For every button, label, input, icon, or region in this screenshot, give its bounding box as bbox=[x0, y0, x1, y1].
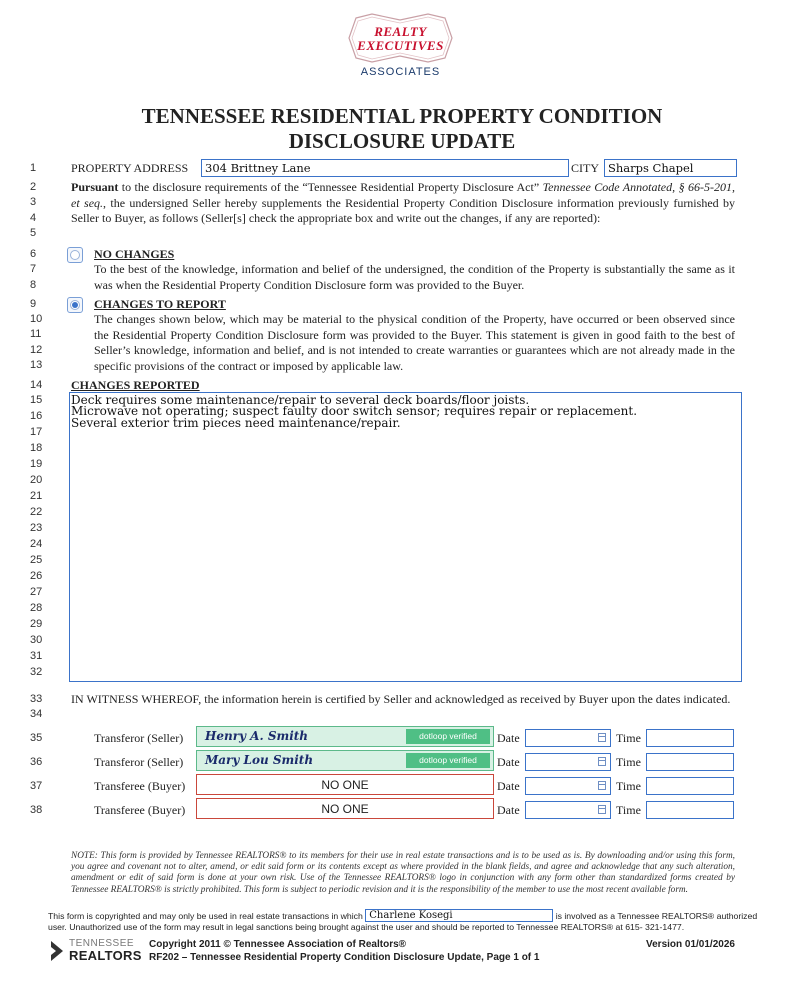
form-title-line-2: DISCLOSURE UPDATE bbox=[288, 129, 516, 153]
date-field[interactable] bbox=[525, 801, 611, 819]
line-number: 9 bbox=[30, 298, 37, 310]
footer-version: Version 01/01/2026 bbox=[646, 939, 735, 950]
date-field[interactable] bbox=[525, 729, 611, 747]
pursuant-text-2: , the undersigned Seller hereby supplements the Residential Property Condition Disclosure information previously furnished by Seller to Buyer, as follows (Seller[s] check the appropriate box and write out the changes, if any are reported): bbox=[71, 195, 736, 225]
signature-name: Henry A. Smith bbox=[205, 729, 309, 743]
calendar-icon bbox=[598, 781, 606, 790]
line-number: 30 bbox=[30, 634, 43, 646]
no-changes-text: To the best of the knowledge, information and belief of the undersigned, the condition of the Property is substantially the same as it was when the Residential Property Condition Disclosure form was provided to the Buyer. bbox=[94, 262, 735, 292]
line-number: 3 bbox=[30, 196, 37, 208]
time-field[interactable] bbox=[646, 729, 734, 747]
calendar-icon bbox=[598, 733, 606, 742]
time-field[interactable] bbox=[646, 777, 734, 795]
signature-label: Transferee (Buyer) bbox=[94, 803, 186, 817]
line-number: 24 bbox=[30, 538, 43, 550]
changes-reported-heading: CHANGES REPORTED bbox=[71, 378, 200, 392]
line-number: 33 bbox=[30, 693, 43, 705]
line-number: 29 bbox=[30, 618, 43, 630]
changes-to-report-heading: CHANGES TO REPORT bbox=[94, 297, 226, 311]
no-changes-heading: NO CHANGES bbox=[94, 247, 175, 261]
line-number: 16 bbox=[30, 410, 43, 422]
date-label: Date bbox=[497, 803, 520, 817]
signature-label: Transferor (Seller) bbox=[94, 755, 184, 769]
logo-bottom-text: REALTORS bbox=[69, 948, 142, 963]
line-number: 28 bbox=[30, 602, 43, 614]
line-number: 32 bbox=[30, 666, 43, 678]
line-number: 12 bbox=[30, 344, 43, 356]
radio-selected-icon bbox=[72, 302, 78, 308]
property-address-field[interactable]: 304 Brittney Lane bbox=[201, 159, 569, 177]
copyright-pre: This form is copyrighted and may only be used in real estate transactions in which bbox=[48, 910, 363, 921]
line-number: 8 bbox=[30, 279, 37, 291]
authorized-user-field[interactable]: Charlene Kosegi bbox=[365, 909, 553, 922]
line-number: 18 bbox=[30, 442, 43, 454]
logo-subtitle: ASSOCIATES bbox=[360, 66, 441, 78]
line-number: 19 bbox=[30, 458, 43, 470]
logo-top-text: TENNESSEE bbox=[69, 938, 135, 949]
line-number: 20 bbox=[30, 474, 43, 486]
signature-name: NO ONE bbox=[321, 778, 369, 792]
changes-to-report-radio[interactable] bbox=[67, 297, 83, 313]
date-field[interactable] bbox=[525, 753, 611, 771]
buyer-signature-2[interactable] bbox=[196, 798, 494, 819]
calendar-icon bbox=[598, 805, 606, 814]
date-label: Date bbox=[497, 779, 520, 793]
line-number: 23 bbox=[30, 522, 43, 534]
copyright-post: is involved as a Tennessee REALTORS® authorized bbox=[555, 910, 758, 921]
line-number: 5 bbox=[30, 227, 37, 239]
date-label: Date bbox=[497, 731, 520, 745]
footer-form-id: RF202 – Tennessee Residential Property Condition Disclosure Update, Page 1 of 1 bbox=[149, 952, 540, 963]
time-field[interactable] bbox=[646, 801, 734, 819]
date-field[interactable] bbox=[525, 777, 611, 795]
changes-reported-textarea[interactable] bbox=[69, 392, 742, 682]
line-number: 21 bbox=[30, 490, 43, 502]
tennessee-realtors-logo bbox=[50, 937, 142, 965]
dotloop-verified-badge: dotloop verified bbox=[406, 753, 490, 768]
line-number: 31 bbox=[30, 650, 43, 662]
form-title-line-1: TENNESSEE RESIDENTIAL PROPERTY CONDITION bbox=[141, 104, 663, 128]
line-number: 35 bbox=[30, 732, 43, 744]
witness-statement: IN WITNESS WHEREOF, the information herein is certified by Seller and acknowledged as received by Buyer upon the dates indicated. bbox=[71, 692, 731, 706]
city-label: CITY bbox=[571, 161, 599, 175]
signature-name: NO ONE bbox=[321, 802, 369, 816]
no-changes-radio[interactable] bbox=[67, 247, 83, 263]
line-number: 22 bbox=[30, 506, 43, 518]
property-address-label: PROPERTY ADDRESS bbox=[71, 161, 189, 175]
line-number: 37 bbox=[30, 780, 43, 792]
realtors-chevron-icon bbox=[50, 940, 66, 962]
pursuant-bold: Pursuant bbox=[71, 180, 119, 194]
line-number: 7 bbox=[30, 263, 37, 275]
changes-to-report-text: The changes shown below, which may be material to the physical condition of the Property, have occurred or been observed since the Residential Property Condition Disclosure form was provided to the Buyer. This statement is given in good faith to the best of Seller’s knowledge, information and belief, and is not intended to create warranties or guarantees which are not already made in the specific provisions of the contract or imposed by applicable law. bbox=[94, 312, 735, 373]
line-number: 36 bbox=[30, 756, 43, 768]
signature-label: Transferor (Seller) bbox=[94, 731, 184, 745]
line-number: 14 bbox=[30, 379, 43, 391]
pursuant-text-1: to the disclosure requirements of the “Tennessee Residential Property Disclosure Act” bbox=[118, 180, 543, 194]
date-label: Date bbox=[497, 755, 520, 769]
dotloop-verified-badge: dotloop verified bbox=[406, 729, 490, 744]
pursuant-paragraph bbox=[71, 180, 735, 227]
line-number: 34 bbox=[30, 708, 43, 720]
seller-signature-2[interactable] bbox=[196, 750, 494, 771]
line-number: 4 bbox=[30, 212, 37, 224]
logo-line-1: REALTY bbox=[374, 24, 427, 39]
line-number: 26 bbox=[30, 570, 43, 582]
signature-label: Transferee (Buyer) bbox=[94, 779, 186, 793]
changes-line: Microwave not operating; suspect faulty door switch sensor; requires repair or replacement. bbox=[71, 404, 638, 419]
logo-line-2: EXECUTIVES bbox=[357, 38, 444, 53]
city-field[interactable]: Sharps Chapel bbox=[604, 159, 737, 177]
line-number: 25 bbox=[30, 554, 43, 566]
line-number: 17 bbox=[30, 426, 43, 438]
line-number: 2 bbox=[30, 181, 37, 193]
changes-line: Several exterior trim pieces need maintenance/repair. bbox=[71, 415, 401, 430]
realty-executives-logo bbox=[344, 12, 457, 78]
line-number: 11 bbox=[30, 328, 42, 340]
seller-signature-1[interactable] bbox=[196, 726, 494, 747]
calendar-icon bbox=[598, 757, 606, 766]
buyer-signature-1[interactable] bbox=[196, 774, 494, 795]
line-number: 6 bbox=[30, 248, 37, 260]
signature-name: Mary Lou Smith bbox=[205, 753, 314, 767]
copyright-line-2: user. Unauthorized use of the form may result in legal sanctions being brought against the user and should be reported to Tennessee REALTORS® at 615- 321-1477. bbox=[48, 922, 685, 932]
radio-ring-icon bbox=[70, 250, 80, 260]
pursuant-citation: Tennessee Code Annotated, § 66-5-201, et seq. bbox=[71, 180, 735, 210]
line-number: 13 bbox=[30, 359, 43, 371]
footer-copyright: Copyright 2011 © Tennessee Association of Realtors® bbox=[149, 939, 407, 950]
line-number: 27 bbox=[30, 586, 43, 598]
changes-line: Deck requires some maintenance/repair to several deck boards/floor joists. bbox=[71, 393, 530, 407]
line-number: 1 bbox=[30, 162, 37, 174]
time-label: Time bbox=[616, 779, 641, 793]
form-note: NOTE: This form is provided by Tennessee REALTORS® to its members for their use in real estate transactions and is to be used as is. By downloading and/or using this form, you agree and covenant not to alter, amend, or edit said form or its contents except as where provided in the blank fields, and agree and acknowledge that any such alteration, amendment or edit of said form is done at your own risk. Use of the Tennessee REALTORS® logo in conjunction with any form other than standardized forms created by Tennessee REALTORS® is strictly prohibited. This form is subject to periodic revision and it is the responsibility of the member to use the most recent available form. bbox=[71, 851, 735, 895]
line-number: 10 bbox=[30, 313, 43, 325]
time-label: Time bbox=[616, 731, 641, 745]
time-field[interactable] bbox=[646, 753, 734, 771]
line-number: 15 bbox=[30, 394, 43, 406]
line-number: 38 bbox=[30, 804, 43, 816]
time-label: Time bbox=[616, 755, 641, 769]
time-label: Time bbox=[616, 803, 641, 817]
